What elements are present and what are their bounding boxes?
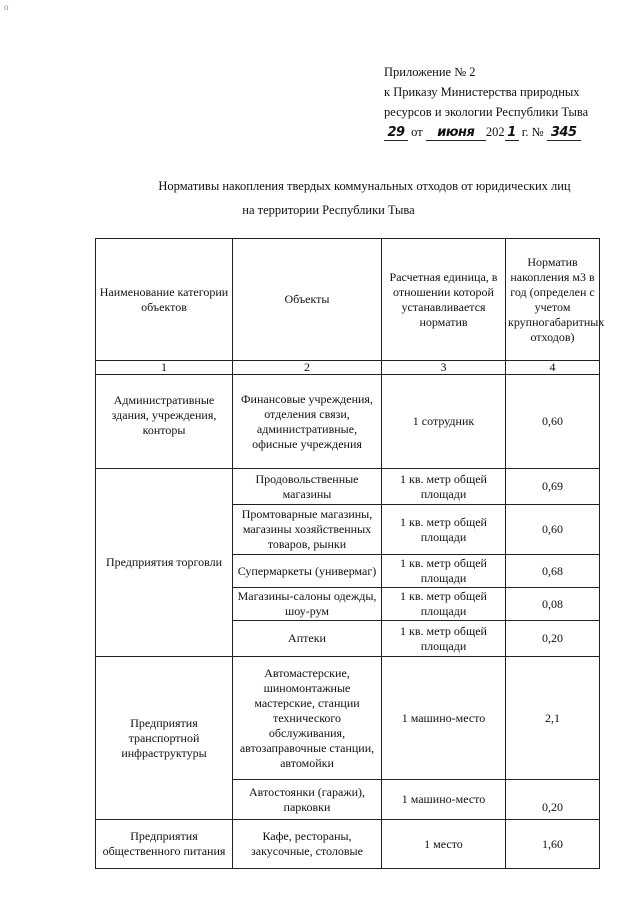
header-norm: Норматив накопления м3 в год (определен с учетом крупногабаритных отходов) — [506, 239, 600, 361]
index-cell: 1 — [96, 361, 233, 375]
norms-table — [95, 238, 605, 869]
norm-cell: 0,20 — [506, 780, 600, 820]
object-cell: Финансовые учреждения, отделения связи, административные, офисные учреждения — [233, 375, 382, 469]
category-cell: Административные здания, учреждения, конторы — [96, 375, 233, 469]
unit-cell: 1 место — [382, 820, 506, 869]
unit-cell: 1 кв. метр общей площади — [382, 588, 506, 621]
table-row — [96, 375, 600, 469]
index-cell: 2 — [233, 361, 382, 375]
object-cell: Кафе, рестораны, закусочные, столовые — [233, 820, 382, 869]
appendix-line-3: ресурсов и экологии Республики Тыва — [384, 105, 589, 119]
appendix-line-2: к Приказу Министерства природных — [384, 85, 580, 99]
norm-cell: 2,1 — [506, 657, 600, 780]
index-cell: 3 — [382, 361, 506, 375]
norm-cell: 0,60 — [506, 375, 600, 469]
category-cell: Предприятия общественного питания — [96, 820, 233, 869]
object-cell: Автомастерские, шиномонтажные мастерские, станции технического обслуживания, автозаправочные станции, автомойки — [233, 657, 382, 780]
norm-cell: 0,20 — [506, 621, 600, 657]
document-title — [0, 174, 639, 222]
order-number-label: г. № — [521, 125, 544, 139]
table-row — [96, 657, 600, 780]
table-row — [96, 820, 600, 869]
unit-cell: 1 кв. метр общей площади — [382, 469, 506, 505]
object-cell: Магазины-салоны одежды, шоу-рум — [233, 588, 382, 621]
handwritten-year-digit: 1 — [505, 126, 519, 141]
appendix-date-line — [384, 122, 588, 142]
handwritten-month: июня — [426, 126, 486, 141]
header-category: Наименование категории объектов — [96, 239, 233, 361]
norm-cell: 0,68 — [506, 555, 600, 588]
title-line-1: Нормативы накопления твердых коммунальных отходов от юридических лиц — [158, 179, 571, 193]
title-line-2: на территории Республики Тыва — [242, 203, 415, 217]
norm-cell: 1,60 — [506, 820, 600, 869]
unit-cell: 1 кв. метр общей площади — [382, 621, 506, 657]
object-cell: Автостоянки (гаражи), парковки — [233, 780, 382, 820]
unit-cell: 1 сотрудник — [382, 375, 506, 469]
table-index-row — [96, 361, 600, 375]
corner-mark: о — [4, 2, 9, 12]
table-header-row — [96, 239, 600, 361]
unit-cell: 1 машино-место — [382, 780, 506, 820]
index-cell: 4 — [506, 361, 600, 375]
header-unit: Расчетная единица, в отношении которой устанавливается норматив — [382, 239, 506, 361]
appendix-line-1: Приложение № 2 — [384, 65, 476, 79]
norm-cell: 0,08 — [506, 588, 600, 621]
object-cell: Промтоварные магазины, магазины хозяйственных товаров, рынки — [233, 505, 382, 555]
unit-cell: 1 кв. метр общей площади — [382, 555, 506, 588]
category-cell: Предприятия транспортной инфраструктуры — [96, 657, 233, 820]
category-cell: Предприятия торговли — [96, 469, 233, 657]
table-row — [96, 469, 600, 505]
norm-cell: 0,69 — [506, 469, 600, 505]
date-from-label: от — [411, 125, 423, 139]
year-prefix: 202 — [485, 125, 505, 139]
unit-cell: 1 кв. метр общей площади — [382, 505, 506, 555]
object-cell: Аптеки — [233, 621, 382, 657]
handwritten-order-number: 345 — [547, 126, 581, 141]
header-objects: Объекты — [233, 239, 382, 361]
unit-cell: 1 машино-место — [382, 657, 506, 780]
object-cell: Супермаркеты (универмаг) — [233, 555, 382, 588]
appendix-block — [384, 62, 588, 142]
object-cell: Продовольственные магазины — [233, 469, 382, 505]
norm-cell: 0,60 — [506, 505, 600, 555]
handwritten-day: 29 — [384, 126, 408, 141]
